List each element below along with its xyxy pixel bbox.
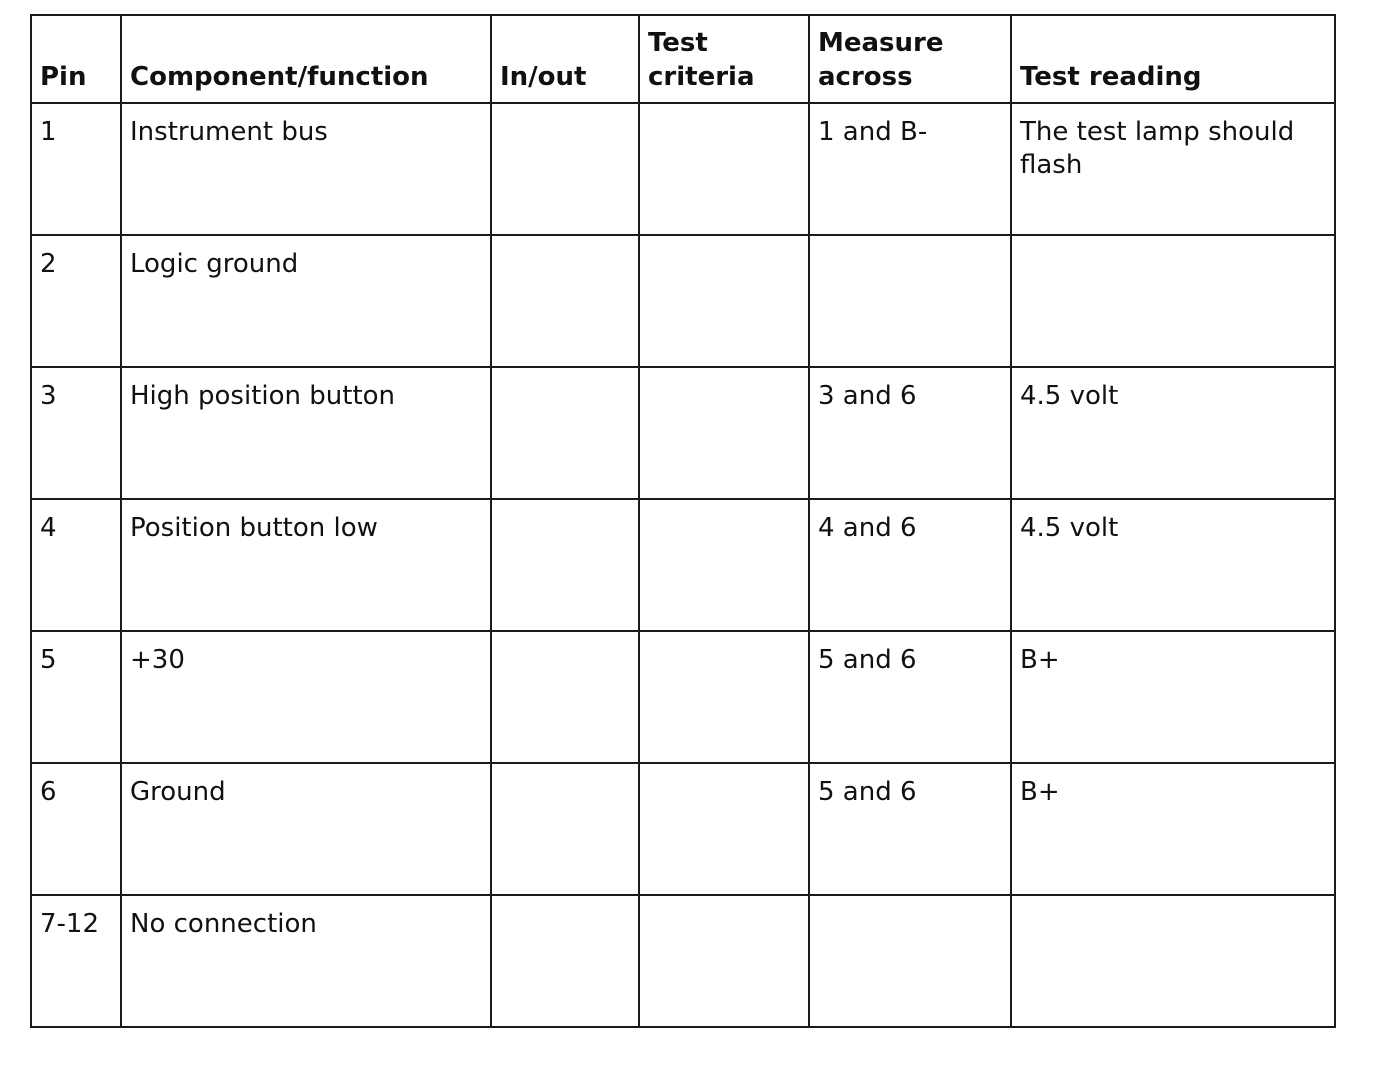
cell-test-reading: 4.5 volt xyxy=(1011,367,1335,499)
cell-test-criteria xyxy=(639,895,809,1027)
cell-test-reading: 4.5 volt xyxy=(1011,499,1335,631)
header-pin: Pin xyxy=(31,15,121,103)
cell-test-reading: B+ xyxy=(1011,763,1335,895)
cell-in-out xyxy=(491,631,639,763)
table-row xyxy=(31,763,1335,895)
cell-in-out xyxy=(491,367,639,499)
table-header-row xyxy=(31,15,1335,103)
table-row xyxy=(31,631,1335,763)
pin-test-table xyxy=(30,14,1336,1028)
cell-measure-across xyxy=(809,235,1011,367)
cell-component: No connection xyxy=(121,895,491,1027)
cell-pin: 7-12 xyxy=(31,895,121,1027)
cell-test-reading: The test lamp should flash xyxy=(1011,103,1335,235)
cell-measure-across: 1 and B- xyxy=(809,103,1011,235)
cell-in-out xyxy=(491,895,639,1027)
cell-component: High position button xyxy=(121,367,491,499)
cell-test-reading xyxy=(1011,895,1335,1027)
cell-measure-across xyxy=(809,895,1011,1027)
header-in-out: In/out xyxy=(491,15,639,103)
cell-measure-across: 4 and 6 xyxy=(809,499,1011,631)
cell-test-reading: B+ xyxy=(1011,631,1335,763)
table-row xyxy=(31,499,1335,631)
cell-component: Ground xyxy=(121,763,491,895)
table-row xyxy=(31,235,1335,367)
cell-pin: 5 xyxy=(31,631,121,763)
cell-component: Logic ground xyxy=(121,235,491,367)
cell-in-out xyxy=(491,499,639,631)
cell-component: Instrument bus xyxy=(121,103,491,235)
header-test-criteria: Test criteria xyxy=(639,15,809,103)
table-row xyxy=(31,367,1335,499)
cell-pin: 4 xyxy=(31,499,121,631)
cell-in-out xyxy=(491,763,639,895)
cell-pin: 3 xyxy=(31,367,121,499)
cell-test-criteria xyxy=(639,367,809,499)
table-row xyxy=(31,103,1335,235)
cell-measure-across: 3 and 6 xyxy=(809,367,1011,499)
cell-pin: 2 xyxy=(31,235,121,367)
cell-test-criteria xyxy=(639,103,809,235)
cell-test-criteria xyxy=(639,235,809,367)
cell-component: Position button low xyxy=(121,499,491,631)
header-test-reading: Test reading xyxy=(1011,15,1335,103)
cell-in-out xyxy=(491,235,639,367)
cell-test-criteria xyxy=(639,499,809,631)
cell-pin: 6 xyxy=(31,763,121,895)
cell-test-reading xyxy=(1011,235,1335,367)
cell-component: +30 xyxy=(121,631,491,763)
cell-in-out xyxy=(491,103,639,235)
cell-pin: 1 xyxy=(31,103,121,235)
cell-measure-across: 5 and 6 xyxy=(809,763,1011,895)
cell-test-criteria xyxy=(639,631,809,763)
cell-test-criteria xyxy=(639,763,809,895)
cell-measure-across: 5 and 6 xyxy=(809,631,1011,763)
header-measure-across: Measure across xyxy=(809,15,1011,103)
header-component-function: Component/function xyxy=(121,15,491,103)
table-row xyxy=(31,895,1335,1027)
